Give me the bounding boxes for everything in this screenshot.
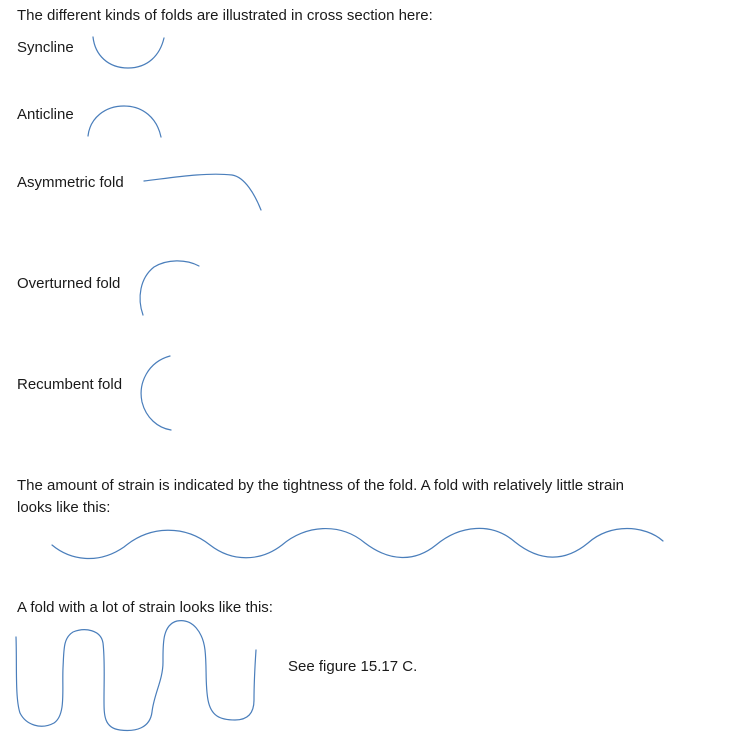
strain-paragraph-line-2: looks like this: xyxy=(17,499,111,516)
low-strain-wave-sketch xyxy=(52,528,663,558)
label-anticline: Anticline xyxy=(17,106,74,123)
intro-text: The different kinds of folds are illustrated in cross section here: xyxy=(17,7,433,24)
overturned-fold-sketch xyxy=(140,261,199,315)
label-syncline: Syncline xyxy=(17,39,74,56)
strain-paragraph-line-1: The amount of strain is indicated by the tightness of the fold. A fold with relatively little strain xyxy=(17,477,624,494)
high-strain-fold-sketch xyxy=(16,621,256,731)
label-asymmetric-fold: Asymmetric fold xyxy=(17,174,124,191)
syncline-sketch xyxy=(93,37,164,68)
label-overturned-fold: Overturned fold xyxy=(17,275,121,292)
figure-reference: See figure 15.17 C. xyxy=(288,658,418,675)
recumbent-fold-sketch xyxy=(141,356,171,430)
label-recumbent-fold: Recumbent fold xyxy=(17,376,123,393)
anticline-sketch xyxy=(88,106,161,137)
high-strain-text: A fold with a lot of strain looks like this: xyxy=(17,599,273,616)
asymmetric-fold-sketch xyxy=(144,174,261,210)
